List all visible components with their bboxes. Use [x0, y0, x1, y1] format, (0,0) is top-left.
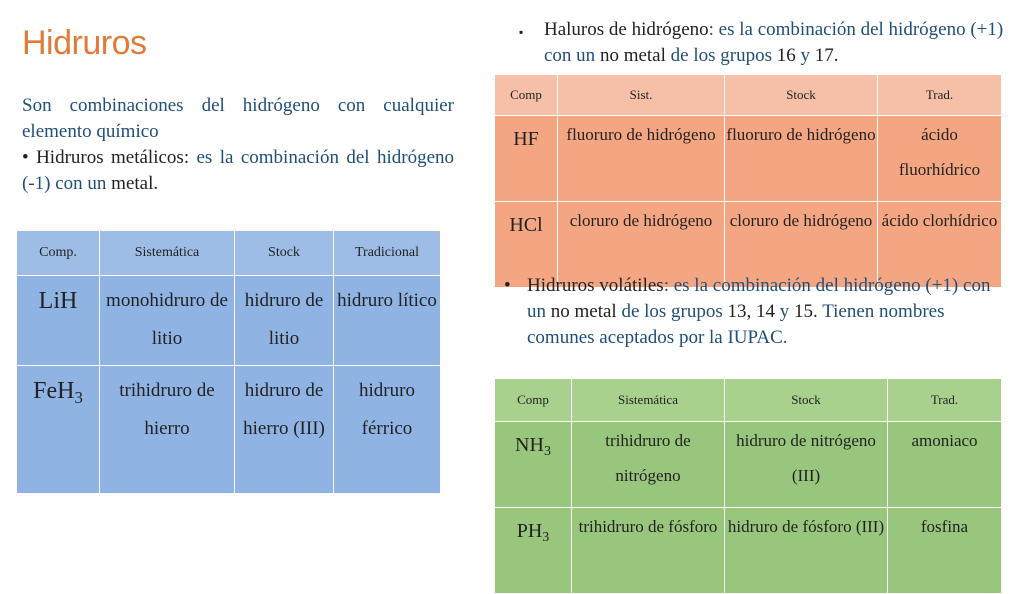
- volatile-hydrides-table: [494, 378, 1002, 594]
- formula-cell: HCl: [495, 202, 558, 288]
- table-row: [495, 116, 1002, 202]
- table-header: Sistemática: [100, 231, 235, 276]
- table-cell: hidruro lítico: [334, 276, 441, 366]
- table-cell: trihidruro de fósforo: [572, 508, 725, 594]
- table-header: Tradicional: [334, 231, 441, 276]
- haluros-nometal: no metal: [599, 45, 666, 66]
- table-cell: monohidruro de litio: [100, 276, 235, 366]
- intro-text: [22, 93, 454, 197]
- table-row: [495, 508, 1002, 594]
- table-cell: cloruro de hidrógeno: [725, 202, 878, 288]
- table-header: Sistemática: [572, 379, 725, 422]
- table-cell: ácido clorhídrico: [878, 202, 1002, 288]
- page-title: Hidruros: [22, 24, 147, 62]
- table-header: Comp: [495, 379, 572, 422]
- table-cell: cloruro de hidrógeno: [558, 202, 725, 288]
- table-cell: hidruro de fósforo (III): [725, 508, 888, 594]
- volatiles-text: Hidruros volátiles: es la combinación del hidrógeno (+1) con un no metal de los grupos 13, 14 y 15. Tienen nombres comunes aceptados por la IUPAC.: [527, 275, 991, 348]
- table-cell: trihidruro de nitrógeno: [572, 422, 725, 508]
- table-cell: fluoruro de hidrógeno: [558, 116, 725, 202]
- haluros-table: [494, 74, 1002, 288]
- table-header: Stock: [235, 231, 334, 276]
- formula-cell: FeH$_3$: [17, 366, 100, 494]
- table-cell: ácido fluorhídrico: [878, 116, 1002, 202]
- haluros-text: Haluros de hidrógeno: es la combinación del hidrógeno (+1) con un no metal de los grupos 16 y 17.: [544, 19, 1004, 66]
- table-header: Comp.: [17, 231, 100, 276]
- volatiles-iupac-note: Tienen nombres comunes aceptados por la IUPAC.: [527, 301, 945, 348]
- table-header: Stock: [725, 75, 878, 116]
- haluros-marker-icon: ▪: [519, 25, 524, 39]
- formula-cell: $NH_3$: [495, 422, 572, 508]
- table-cell: hidruro férrico: [334, 366, 441, 494]
- table-row: [17, 276, 441, 366]
- table-row: [17, 366, 441, 494]
- table-cell: fluoruro de hidrógeno: [725, 116, 878, 202]
- intro-definition: Son combinaciones del hidrógeno con cualquier elemento químico: [22, 95, 454, 142]
- table-cell: hidruro de litio: [235, 276, 334, 366]
- table-header: Comp: [495, 75, 558, 116]
- table-header: Trad.: [878, 75, 1002, 116]
- table-cell: hidruro de nitrógeno (III): [725, 422, 888, 508]
- metal-hydrides-bullet: • Hidruros metálicos: es la combinación del hidrógeno (-1) con un metal.: [22, 147, 455, 194]
- volatiles-term: Hidruros volátiles: [527, 275, 664, 296]
- volatiles-nometal: no metal: [550, 301, 617, 322]
- table-cell: trihidruro de hierro: [100, 366, 235, 494]
- table-cell: hidruro de hierro (III): [235, 366, 334, 494]
- table-cell: amoniaco: [888, 422, 1002, 508]
- formula-cell: HF: [495, 116, 558, 202]
- table-header: Sist.: [558, 75, 725, 116]
- haluros-term: Haluros de hidrógeno: [544, 19, 709, 40]
- metal-word: metal.: [111, 173, 159, 194]
- table-header: Trad.: [888, 379, 1002, 422]
- metal-hydrides-table: [16, 230, 441, 494]
- formula-cell: $PH_3$: [495, 508, 572, 594]
- formula-cell: LiH: [17, 276, 100, 366]
- metal-hydrides-desc: es la combinación del hidrógeno (-1) con un: [22, 147, 455, 194]
- metal-hydrides-term: Hidruros metálicos:: [36, 147, 190, 168]
- table-header: Stock: [725, 379, 888, 422]
- table-cell: fosfina: [888, 508, 1002, 594]
- volatiles-bullet: •: [504, 275, 511, 296]
- table-row: [495, 422, 1002, 508]
